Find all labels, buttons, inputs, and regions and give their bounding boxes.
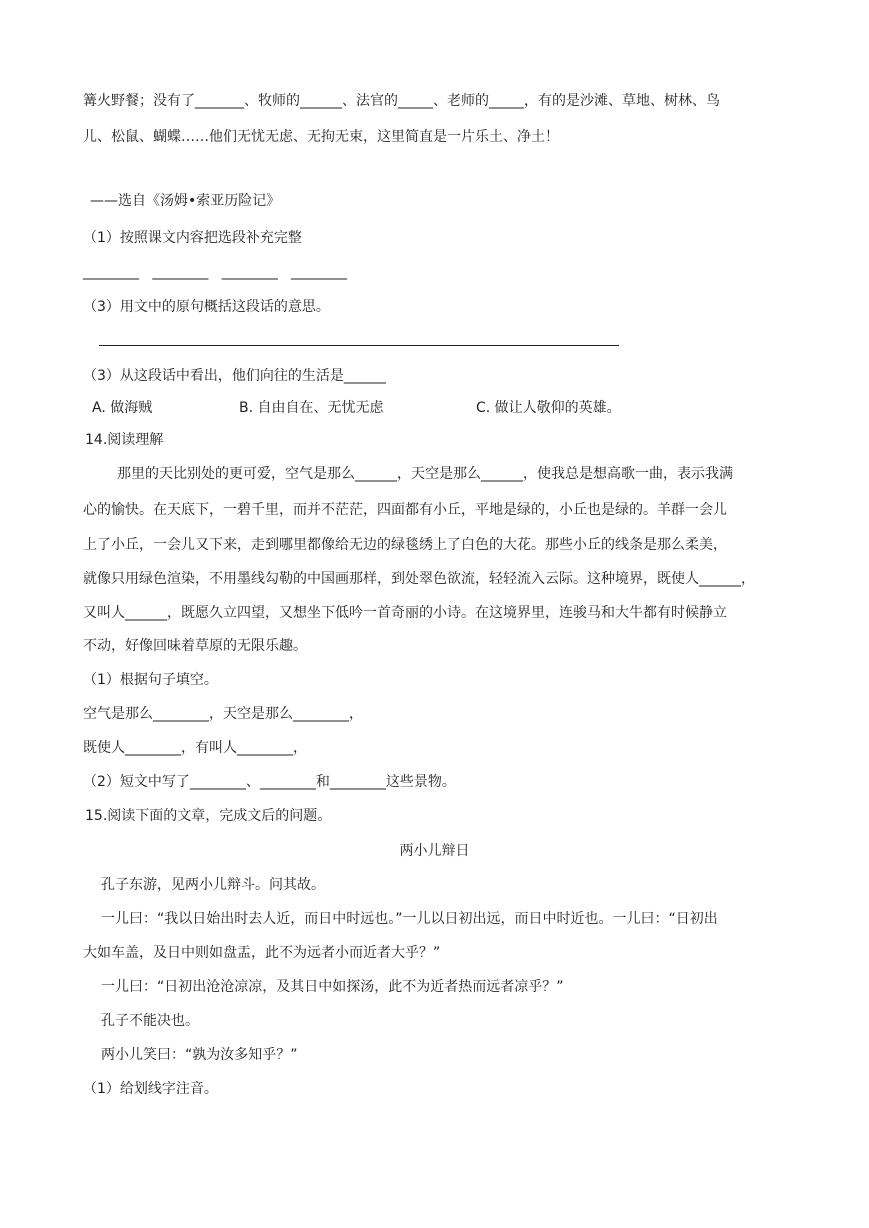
passage-heading: 两小儿辩日 (399, 843, 470, 859)
passage-line: 两小儿笑曰：“孰为汝多知乎？” (101, 1047, 298, 1063)
option-b: B. 自由自在、无忧无虑 (239, 400, 384, 416)
passage-line: 一儿曰：“日初出沧沧凉凉，及其日中如探汤，此不为近者热而远者凉乎？” (101, 979, 564, 995)
question-text: （3）用文中的原句概括这段话的意思。 (83, 299, 330, 315)
answer-line (99, 345, 619, 346)
question-text: （3）从这段话中看出，他们向往的生活是______ (83, 368, 386, 384)
option-a: A. 做海贼 (92, 400, 153, 416)
option-c: C. 做让人敬仰的英雄。 (476, 400, 621, 416)
question-title: 14.阅读理解 (85, 432, 164, 448)
question-title: 15.阅读下面的文章，完成文后的问题。 (85, 808, 332, 824)
passage-line: 孔子不能决也。 (101, 1013, 199, 1029)
passage-line: 不动，好像回味着草原的无限乐趣。 (83, 638, 307, 654)
passage-line: 孔子东游，见两小儿辩斗。问其故。 (101, 877, 325, 893)
passage-line: 大如车盖，及日中则如盘盂，此不为远者小而近者大乎？” (83, 945, 441, 961)
passage-line: 心的愉快。在天底下，一碧千里，而并不茫茫，四面都有小丘，平地是绿的，小丘也是绿的。羊群一会儿 (83, 502, 727, 518)
question-text: （1）根据句子填空。 (83, 672, 218, 688)
question-text: （1）给划线字注音。 (83, 1081, 218, 1097)
fill-line: 空气是那么________，天空是那么________， (83, 706, 363, 722)
passage-line: 篝火野餐；没有了_______、牧师的______、法官的_____、老师的_____，有的是沙滩、草地、树林、鸟 (83, 93, 720, 109)
passage-line: 就像只用绿色渲染，不用墨线勾勒的中国画那样，到处翠色欲流，轻轻流入云际。这种境界，既使人______， (83, 571, 755, 587)
source-citation: ——选自《汤姆•索亚历险记》 (90, 193, 281, 209)
question-text: （2）短文中写了________、________和________这些景物。 (83, 774, 456, 790)
question-text: （1）按照课文内容把选段补充完整 (83, 230, 302, 246)
passage-line: 又叫人______，既愿久立四望，又想坐下低吟一首奇丽的小诗。在这境界里，连骏马和大牛都有时候静立 (83, 605, 727, 621)
passage-line: 上了小丘，一会儿又下来，走到哪里都像给无边的绿毯绣上了白色的大花。那些小丘的线条是那么柔美， (83, 537, 727, 553)
answer-blanks: ________ ________ ________ ________ (83, 264, 348, 280)
passage-line: 一儿曰：“我以日始出时去人近，而日中时远也。”一儿以日初出远，而日中时近也。一儿曰：“日初出 (101, 911, 718, 927)
passage-line: 儿、松鼠、蝴蝶……他们无忧无虑、无拘无束，这里简直是一片乐土、净土！ (83, 129, 559, 145)
fill-line: 既使人________，有叫人________， (83, 740, 307, 756)
passage-line: 那里的天比别处的更可爱，空气是那么______，天空是那么______，使我总是想高歌一曲，表示我满 (117, 466, 733, 482)
